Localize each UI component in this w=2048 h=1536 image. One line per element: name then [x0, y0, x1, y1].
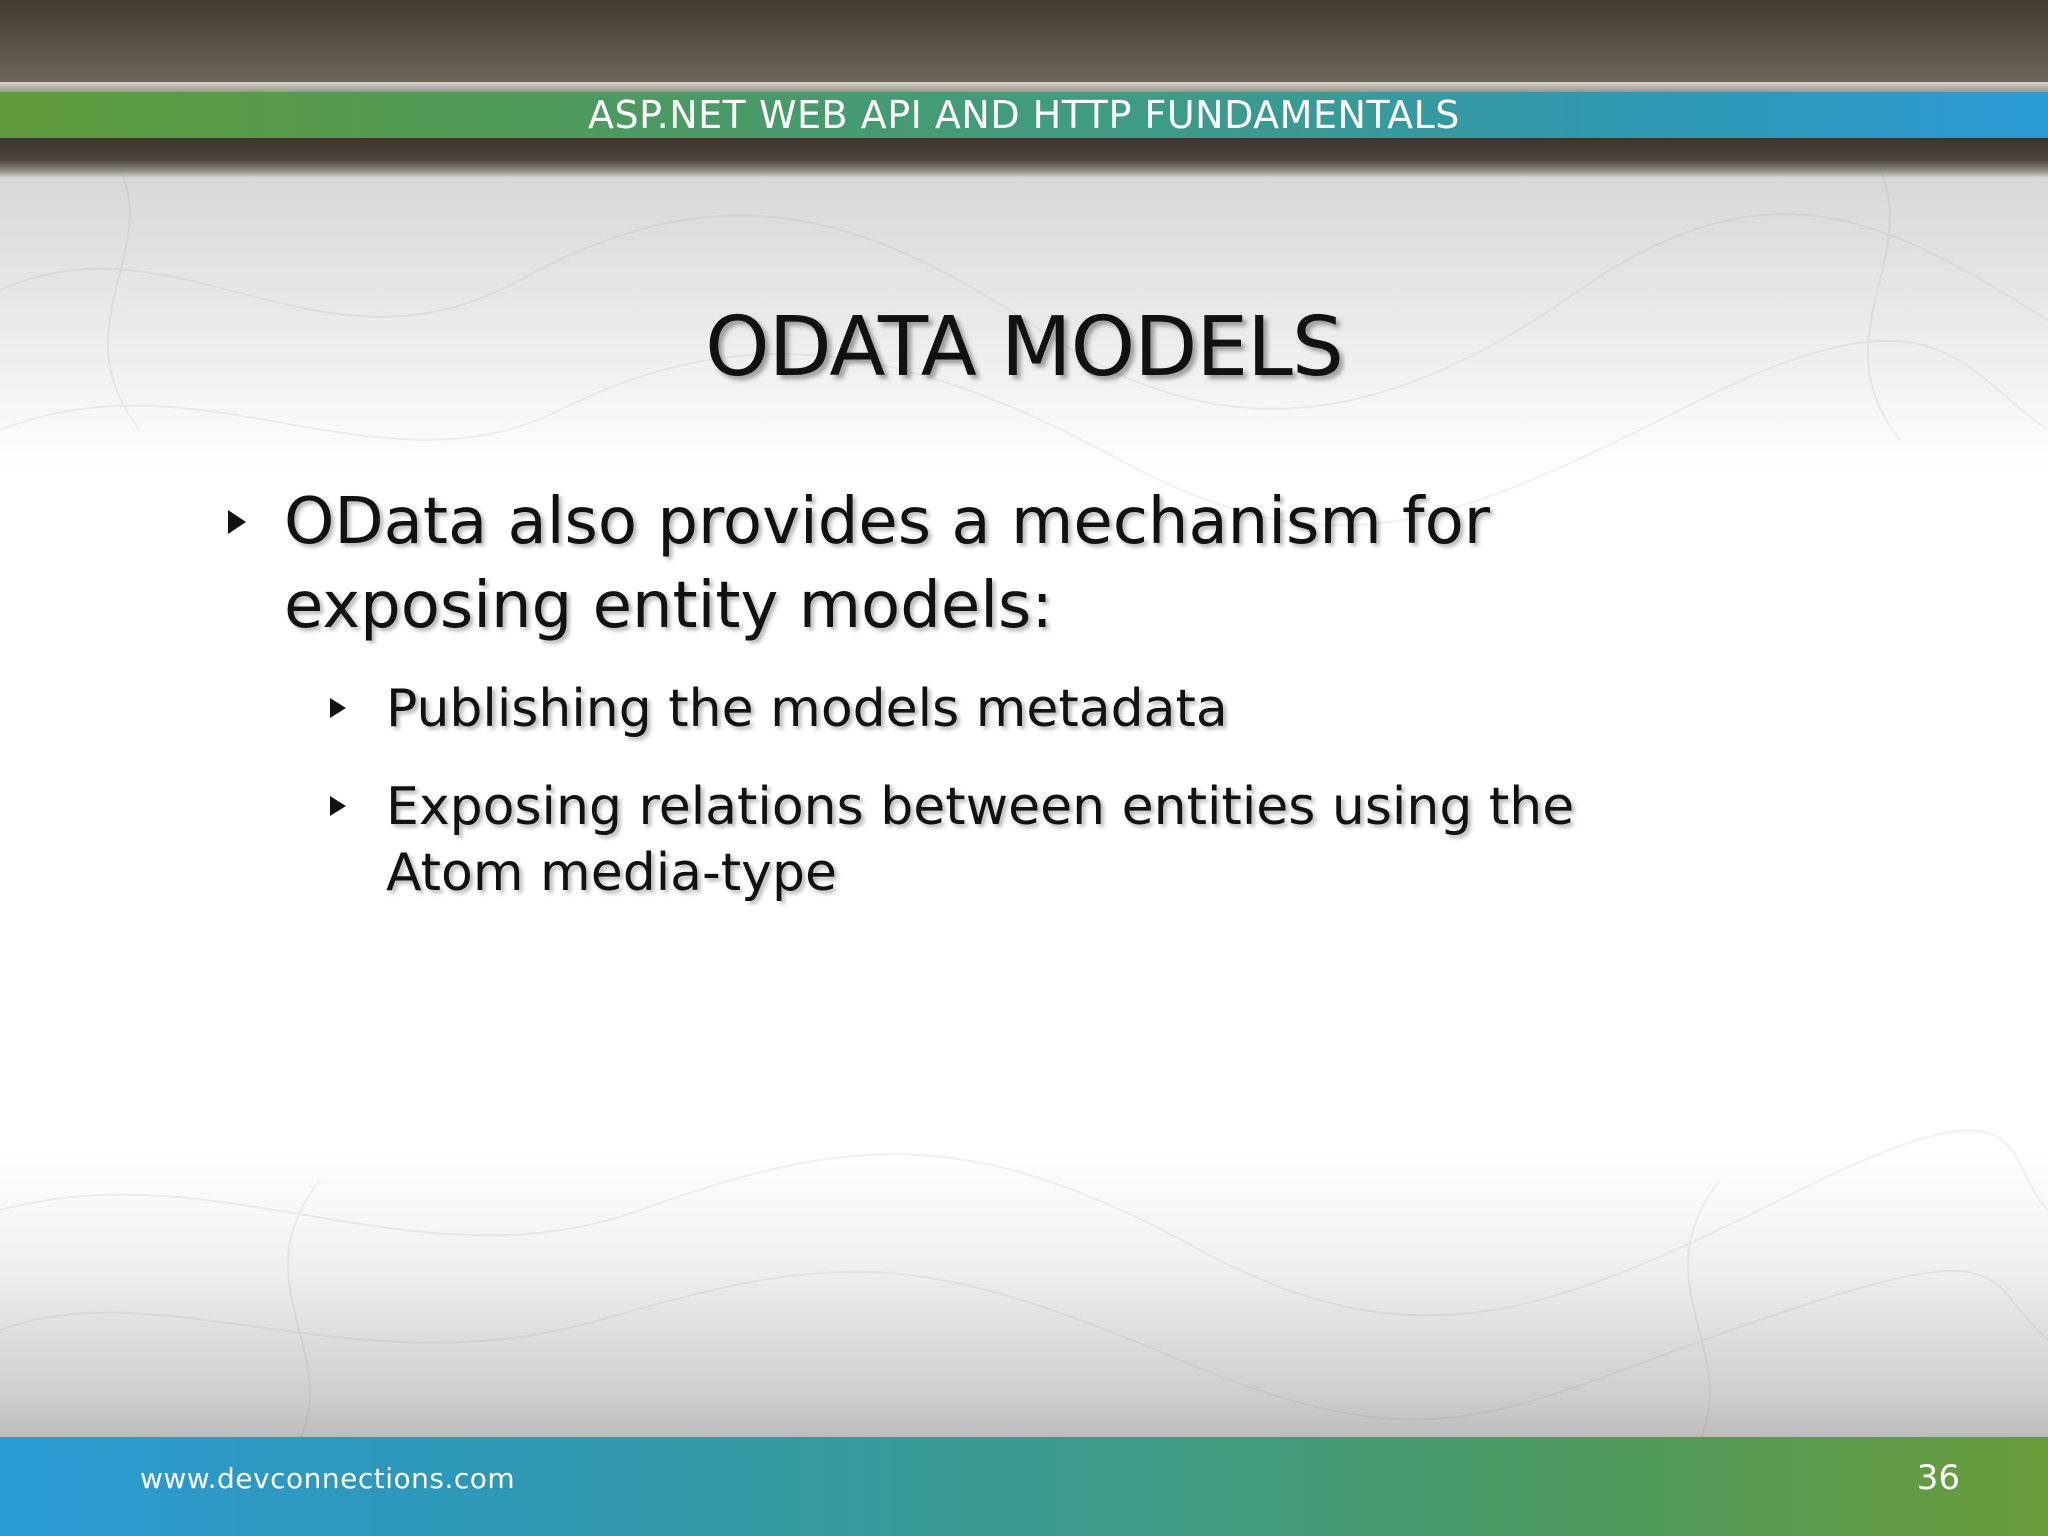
- sub-bullet-1-line-1: Publishing the models metadata: [386, 679, 1228, 739]
- header-shadow-band: [0, 138, 2048, 178]
- bullet-1-line-1: OData also provides a mechanism for: [284, 485, 1491, 559]
- bullet-item-1: [228, 480, 1684, 648]
- course-title: ASP.NET WEB API AND HTTP FUNDAMENTALS: [588, 93, 1460, 137]
- sub-bullet-item-1: [330, 676, 1786, 742]
- footer-url: www.devconnections.com: [140, 1462, 516, 1495]
- slide-title: ODATA MODELS: [705, 300, 1343, 395]
- bullet-1-line-2: exposing entity models:: [284, 569, 1053, 643]
- triangle-right-icon: [330, 796, 346, 816]
- triangle-right-icon: [330, 698, 346, 718]
- sub-bullet-2-line-2: Atom media-type: [386, 843, 837, 903]
- sub-bullet-item-2: [330, 774, 1786, 906]
- triangle-right-icon: [228, 510, 246, 534]
- top-dark-band: [0, 0, 2048, 82]
- sub-bullet-2-line-1: Exposing relations between entities using the: [386, 777, 1575, 837]
- top-highlight-band: [0, 82, 2048, 92]
- page-number: 36: [1916, 1458, 1960, 1498]
